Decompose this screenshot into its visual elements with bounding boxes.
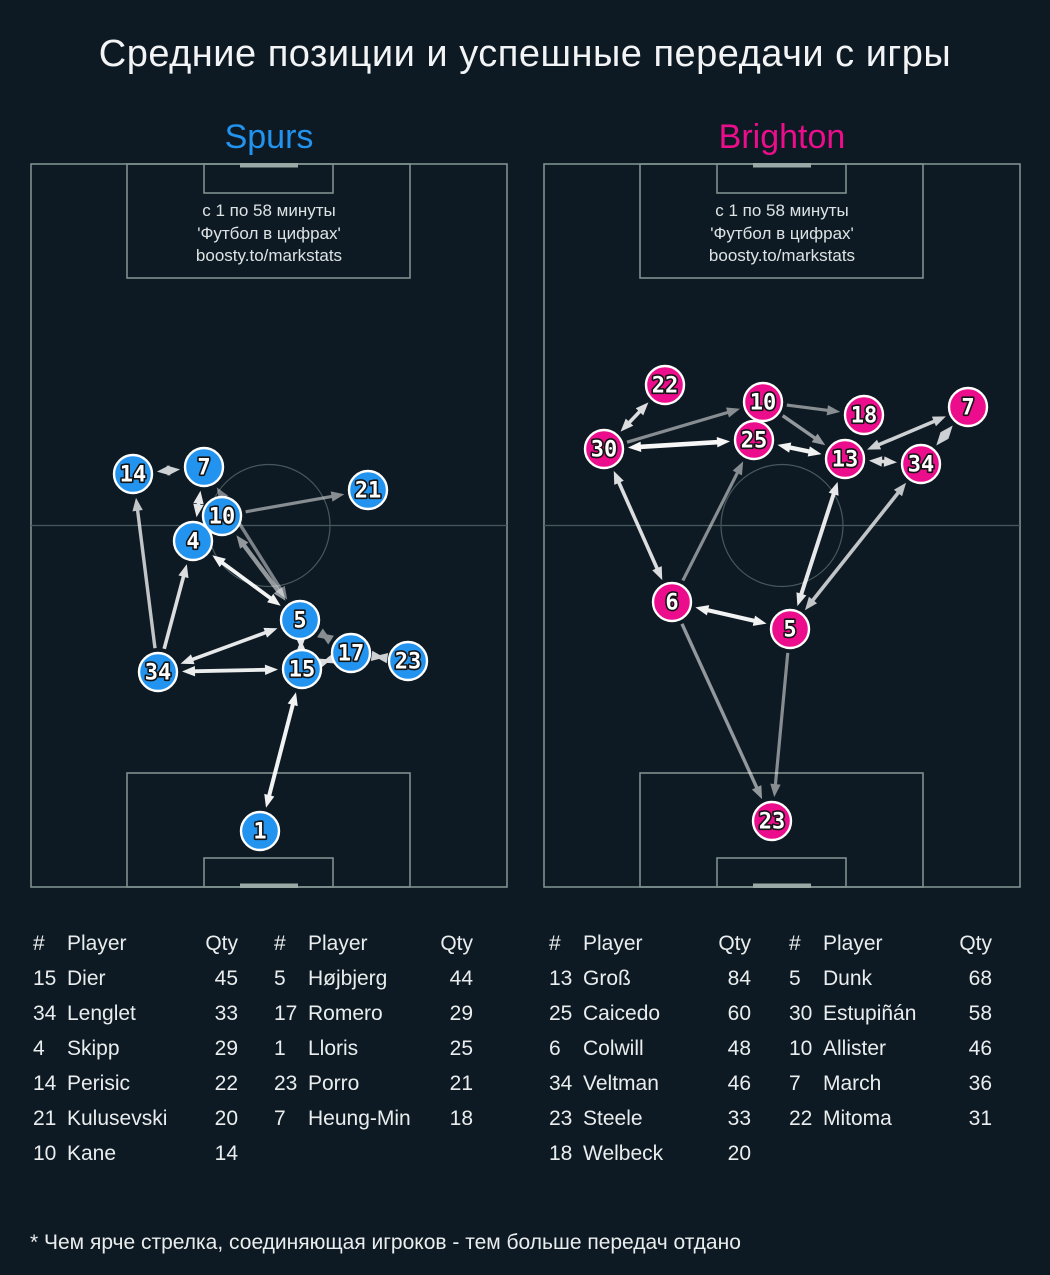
table-row — [549, 1136, 751, 1171]
watermark-line-url: boosty.to/markstats — [195, 246, 343, 265]
pass-arrow — [264, 692, 297, 808]
pass-arrow — [869, 456, 897, 467]
pitch-svg-brighton — [543, 163, 1021, 888]
player-node — [753, 802, 791, 840]
cell-qty: 58 — [968, 1002, 992, 1025]
pass-line — [786, 447, 812, 453]
table-header-row — [274, 926, 473, 961]
pass-arrow — [246, 491, 345, 511]
arrowhead-icon — [265, 665, 278, 675]
arrowhead-icon — [652, 566, 662, 580]
cell-num: 13 — [549, 967, 573, 990]
pitch-line — [204, 164, 333, 193]
cell-qty: 31 — [968, 1107, 992, 1130]
cell-num: 23 — [549, 1107, 573, 1130]
player-node — [771, 610, 809, 648]
cell-num: 22 — [789, 1107, 813, 1130]
cell-qty: 21 — [449, 1072, 473, 1095]
player-node — [744, 383, 782, 421]
arrowhead-icon — [193, 491, 203, 505]
pitch-line — [717, 858, 846, 887]
pass-line — [811, 490, 901, 603]
pass-line — [637, 442, 721, 447]
col-header-num: # — [33, 932, 45, 955]
table-row — [33, 996, 238, 1031]
footnote: * Чем ярче стрелка, соединяющая игроков - тем больше передач отдано — [30, 1231, 741, 1254]
player-number: 21 — [354, 478, 382, 504]
player-node — [902, 445, 940, 483]
cell-player: Allister — [823, 1037, 887, 1060]
arrowhead-icon — [628, 442, 641, 452]
player-number: 30 — [590, 437, 618, 463]
pass-line — [787, 405, 831, 411]
arrowhead-icon — [752, 785, 762, 799]
cell-player: Porro — [308, 1072, 360, 1095]
watermark-line-url: boosty.to/markstats — [708, 246, 856, 265]
pass-arrow — [132, 498, 155, 648]
table-row — [274, 961, 473, 996]
pitch-line — [717, 164, 846, 193]
col-header-num: # — [549, 932, 561, 955]
player-number: 34 — [907, 452, 935, 478]
cell-player: Veltman — [583, 1072, 659, 1095]
player-node — [389, 642, 427, 680]
col-header-player: Player — [583, 932, 643, 955]
arrowhead-icon — [264, 794, 274, 808]
col-header-qty: Qty — [718, 932, 751, 955]
pass-arrow — [164, 564, 188, 649]
pitch-spurs — [30, 163, 508, 888]
cell-num: 7 — [274, 1107, 286, 1130]
pass-line — [164, 573, 184, 649]
col-header-player: Player — [67, 932, 127, 955]
cell-qty: 84 — [727, 967, 751, 990]
arrowhead-icon — [777, 442, 791, 452]
col-header-qty: Qty — [205, 932, 238, 955]
arrowhead-icon — [320, 633, 334, 644]
cell-num: 30 — [789, 1002, 813, 1025]
pass-arrow — [157, 465, 180, 476]
pass-arrow — [182, 665, 278, 677]
pass-line — [783, 416, 818, 440]
table-row — [549, 1031, 751, 1066]
player-node — [585, 430, 623, 468]
arrowhead-icon — [157, 465, 170, 475]
col-header-qty: Qty — [959, 932, 992, 955]
table-row — [33, 1031, 238, 1066]
player-node — [349, 471, 387, 509]
player-number: 6 — [665, 590, 679, 616]
cell-player: Heung-Min — [308, 1107, 411, 1130]
team-label-spurs: Spurs — [224, 118, 314, 156]
player-number: 5 — [293, 608, 307, 634]
cell-num: 10 — [33, 1142, 57, 1165]
watermark-line-brand: 'Футбол в цифрах' — [710, 223, 854, 243]
arrowhead-icon — [726, 408, 740, 418]
arrowhead-icon — [869, 456, 882, 466]
pass-line — [191, 670, 269, 672]
cell-num: 7 — [789, 1072, 801, 1095]
arrowhead-icon — [695, 605, 709, 615]
col-header-num: # — [789, 932, 801, 955]
pass-arrow — [783, 416, 826, 446]
player-node — [174, 522, 212, 560]
passes-table-brighton-1 — [549, 926, 751, 1171]
passes-table-brighton-2 — [789, 926, 992, 1136]
pass-line — [775, 653, 788, 788]
player-number: 10 — [749, 390, 777, 416]
cell-num: 34 — [33, 1002, 57, 1025]
player-number: 25 — [740, 428, 768, 454]
pass-arrow — [371, 651, 388, 664]
pass-arrow — [787, 405, 840, 415]
cell-num: 10 — [789, 1037, 813, 1060]
pass-line — [137, 507, 155, 648]
cell-qty: 36 — [968, 1072, 992, 1095]
pass-arrow — [695, 605, 766, 626]
cell-player: Welbeck — [583, 1142, 664, 1165]
player-number: 23 — [758, 809, 786, 835]
cell-qty: 60 — [727, 1002, 751, 1025]
table-row — [33, 1101, 238, 1136]
player-number: 1 — [253, 819, 267, 845]
watermark-line-minutes: с 1 по 58 минуты — [202, 201, 336, 220]
cell-qty: 18 — [449, 1107, 473, 1130]
arrowhead-icon — [827, 405, 841, 415]
arrowhead-icon — [263, 628, 277, 638]
watermark — [30, 200, 508, 268]
cell-num: 5 — [789, 967, 801, 990]
player-number: 23 — [394, 649, 422, 675]
cell-num: 34 — [549, 1072, 573, 1095]
cell-player: Perisic — [67, 1072, 131, 1095]
cell-player: Kulusevski — [67, 1107, 168, 1130]
pass-arrow — [777, 442, 821, 456]
table-header-row — [789, 926, 992, 961]
player-node — [332, 634, 370, 672]
pass-line — [682, 624, 758, 791]
cell-player: Lloris — [308, 1037, 359, 1060]
cell-num: 15 — [33, 967, 57, 990]
col-header-qty: Qty — [440, 932, 473, 955]
table-header-row — [549, 926, 751, 961]
cell-qty: 46 — [727, 1072, 751, 1095]
arrowhead-icon — [182, 666, 195, 676]
cell-qty: 33 — [727, 1107, 751, 1130]
player-number: 10 — [208, 504, 236, 530]
cell-qty: 25 — [449, 1037, 473, 1060]
table-row — [274, 1066, 473, 1101]
pass-line — [875, 420, 937, 446]
pass-arrow — [181, 628, 278, 664]
player-number: 7 — [197, 455, 211, 481]
player-node — [735, 421, 773, 459]
player-number: 4 — [186, 529, 200, 555]
col-header-player: Player — [308, 932, 368, 955]
player-node — [241, 812, 279, 850]
arrowhead-icon — [932, 416, 946, 426]
player-node — [283, 650, 321, 688]
table-row — [789, 1066, 992, 1101]
table-header-row — [33, 926, 238, 961]
cell-num: 21 — [33, 1107, 57, 1130]
team-label-brighton: Brighton — [718, 118, 846, 156]
cell-qty: 46 — [968, 1037, 992, 1060]
table-row — [549, 961, 751, 996]
cell-player: Groß — [583, 967, 631, 990]
cell-player: Skipp — [67, 1037, 120, 1060]
cell-qty: 20 — [214, 1107, 238, 1130]
cell-qty: 20 — [727, 1142, 751, 1165]
page-title: Средние позиции и успешные передачи с игры — [98, 33, 952, 75]
pass-line — [246, 496, 336, 512]
table-row — [33, 1066, 238, 1101]
cell-num: 23 — [274, 1072, 298, 1095]
cell-num: 17 — [274, 1002, 298, 1025]
player-number: 17 — [337, 641, 365, 667]
pass-arrow — [796, 482, 838, 606]
cell-num: 18 — [549, 1142, 573, 1165]
passes-table-spurs-1 — [33, 926, 238, 1171]
player-node — [281, 601, 319, 639]
player-number: 5 — [783, 617, 797, 643]
player-node — [949, 388, 987, 426]
table-row — [789, 1031, 992, 1066]
pitch-svg-spurs — [30, 163, 508, 888]
cell-num: 25 — [549, 1002, 573, 1025]
cell-qty: 68 — [968, 967, 992, 990]
cell-player: Dunk — [823, 967, 873, 990]
player-node — [139, 653, 177, 691]
pass-arrow — [628, 437, 730, 452]
arrowhead-icon — [717, 437, 730, 447]
cell-player: Højbjerg — [308, 967, 388, 990]
table-row — [789, 996, 992, 1031]
arrowhead-icon — [331, 491, 345, 501]
col-header-num: # — [274, 932, 286, 955]
player-node — [845, 396, 883, 434]
arrowhead-icon — [753, 616, 767, 626]
player-number: 14 — [119, 462, 147, 488]
pass-arrow — [936, 426, 952, 446]
player-node — [185, 448, 223, 486]
cell-qty: 14 — [214, 1142, 238, 1165]
cell-player: Steele — [583, 1107, 643, 1130]
table-row — [789, 1101, 992, 1136]
watermark-line-minutes: с 1 по 58 минуты — [715, 201, 849, 220]
arrowhead-icon — [288, 692, 298, 706]
table-row — [274, 996, 473, 1031]
cell-player: Lenglet — [67, 1002, 136, 1025]
player-number: 34 — [144, 660, 172, 686]
player-node — [114, 455, 152, 493]
player-number: 13 — [831, 447, 859, 473]
cell-qty: 45 — [214, 967, 238, 990]
arrowhead-icon — [178, 564, 188, 578]
player-node — [653, 583, 691, 621]
cell-qty: 44 — [449, 967, 473, 990]
player-number: 15 — [288, 657, 316, 683]
col-header-player: Player — [823, 932, 883, 955]
player-number: 22 — [651, 373, 679, 399]
player-node — [826, 440, 864, 478]
arrowhead-icon — [132, 498, 142, 512]
pitch-brighton — [543, 163, 1021, 888]
table-row — [549, 1066, 751, 1101]
cell-player: Romero — [308, 1002, 383, 1025]
cell-player: Dier — [67, 967, 106, 990]
cell-num: 1 — [274, 1037, 286, 1060]
arrowhead-icon — [808, 446, 822, 456]
arrowhead-icon — [796, 592, 806, 606]
table-row — [549, 1101, 751, 1136]
pass-arrow — [770, 653, 787, 797]
watermark-line-brand: 'Футбол в цифрах' — [197, 223, 341, 243]
pass-line — [627, 411, 731, 442]
arrowhead-icon — [733, 461, 744, 475]
cell-qty: 22 — [214, 1072, 238, 1095]
table-row — [33, 1136, 238, 1171]
cell-qty: 33 — [214, 1002, 238, 1025]
table-row — [274, 1101, 473, 1136]
pass-line — [704, 609, 758, 621]
pitch-line — [204, 858, 333, 887]
cell-player: Kane — [67, 1142, 117, 1165]
player-number: 7 — [961, 395, 975, 421]
cell-player: Caicedo — [583, 1002, 661, 1025]
cell-qty: 29 — [449, 1002, 473, 1025]
cell-player: March — [823, 1072, 882, 1095]
table-row — [549, 996, 751, 1031]
cell-num: 14 — [33, 1072, 57, 1095]
watermark — [543, 200, 1021, 268]
arrowhead-icon — [614, 471, 624, 485]
passes-table-spurs-2 — [274, 926, 473, 1136]
pass-arrow — [805, 483, 906, 610]
table-row — [274, 1031, 473, 1066]
cell-player: Mitoma — [823, 1107, 892, 1130]
arrowhead-icon — [181, 654, 195, 664]
pass-arrow — [317, 629, 334, 645]
pass-line — [268, 701, 293, 799]
cell-player: Estupiñán — [823, 1002, 917, 1025]
arrowhead-icon — [867, 440, 881, 450]
table-row — [33, 961, 238, 996]
cell-qty: 48 — [727, 1037, 751, 1060]
cell-qty: 29 — [214, 1037, 238, 1060]
cell-num: 5 — [274, 967, 286, 990]
player-node — [646, 366, 684, 404]
pass-line — [189, 631, 269, 660]
cell-player: Colwill — [583, 1037, 644, 1060]
pass-arrow — [621, 402, 649, 431]
arrowhead-icon — [884, 456, 897, 466]
table-row — [789, 961, 992, 996]
cell-num: 4 — [33, 1037, 45, 1060]
arrowhead-icon — [770, 784, 780, 797]
player-number: 18 — [850, 403, 878, 429]
cell-num: 6 — [549, 1037, 561, 1060]
